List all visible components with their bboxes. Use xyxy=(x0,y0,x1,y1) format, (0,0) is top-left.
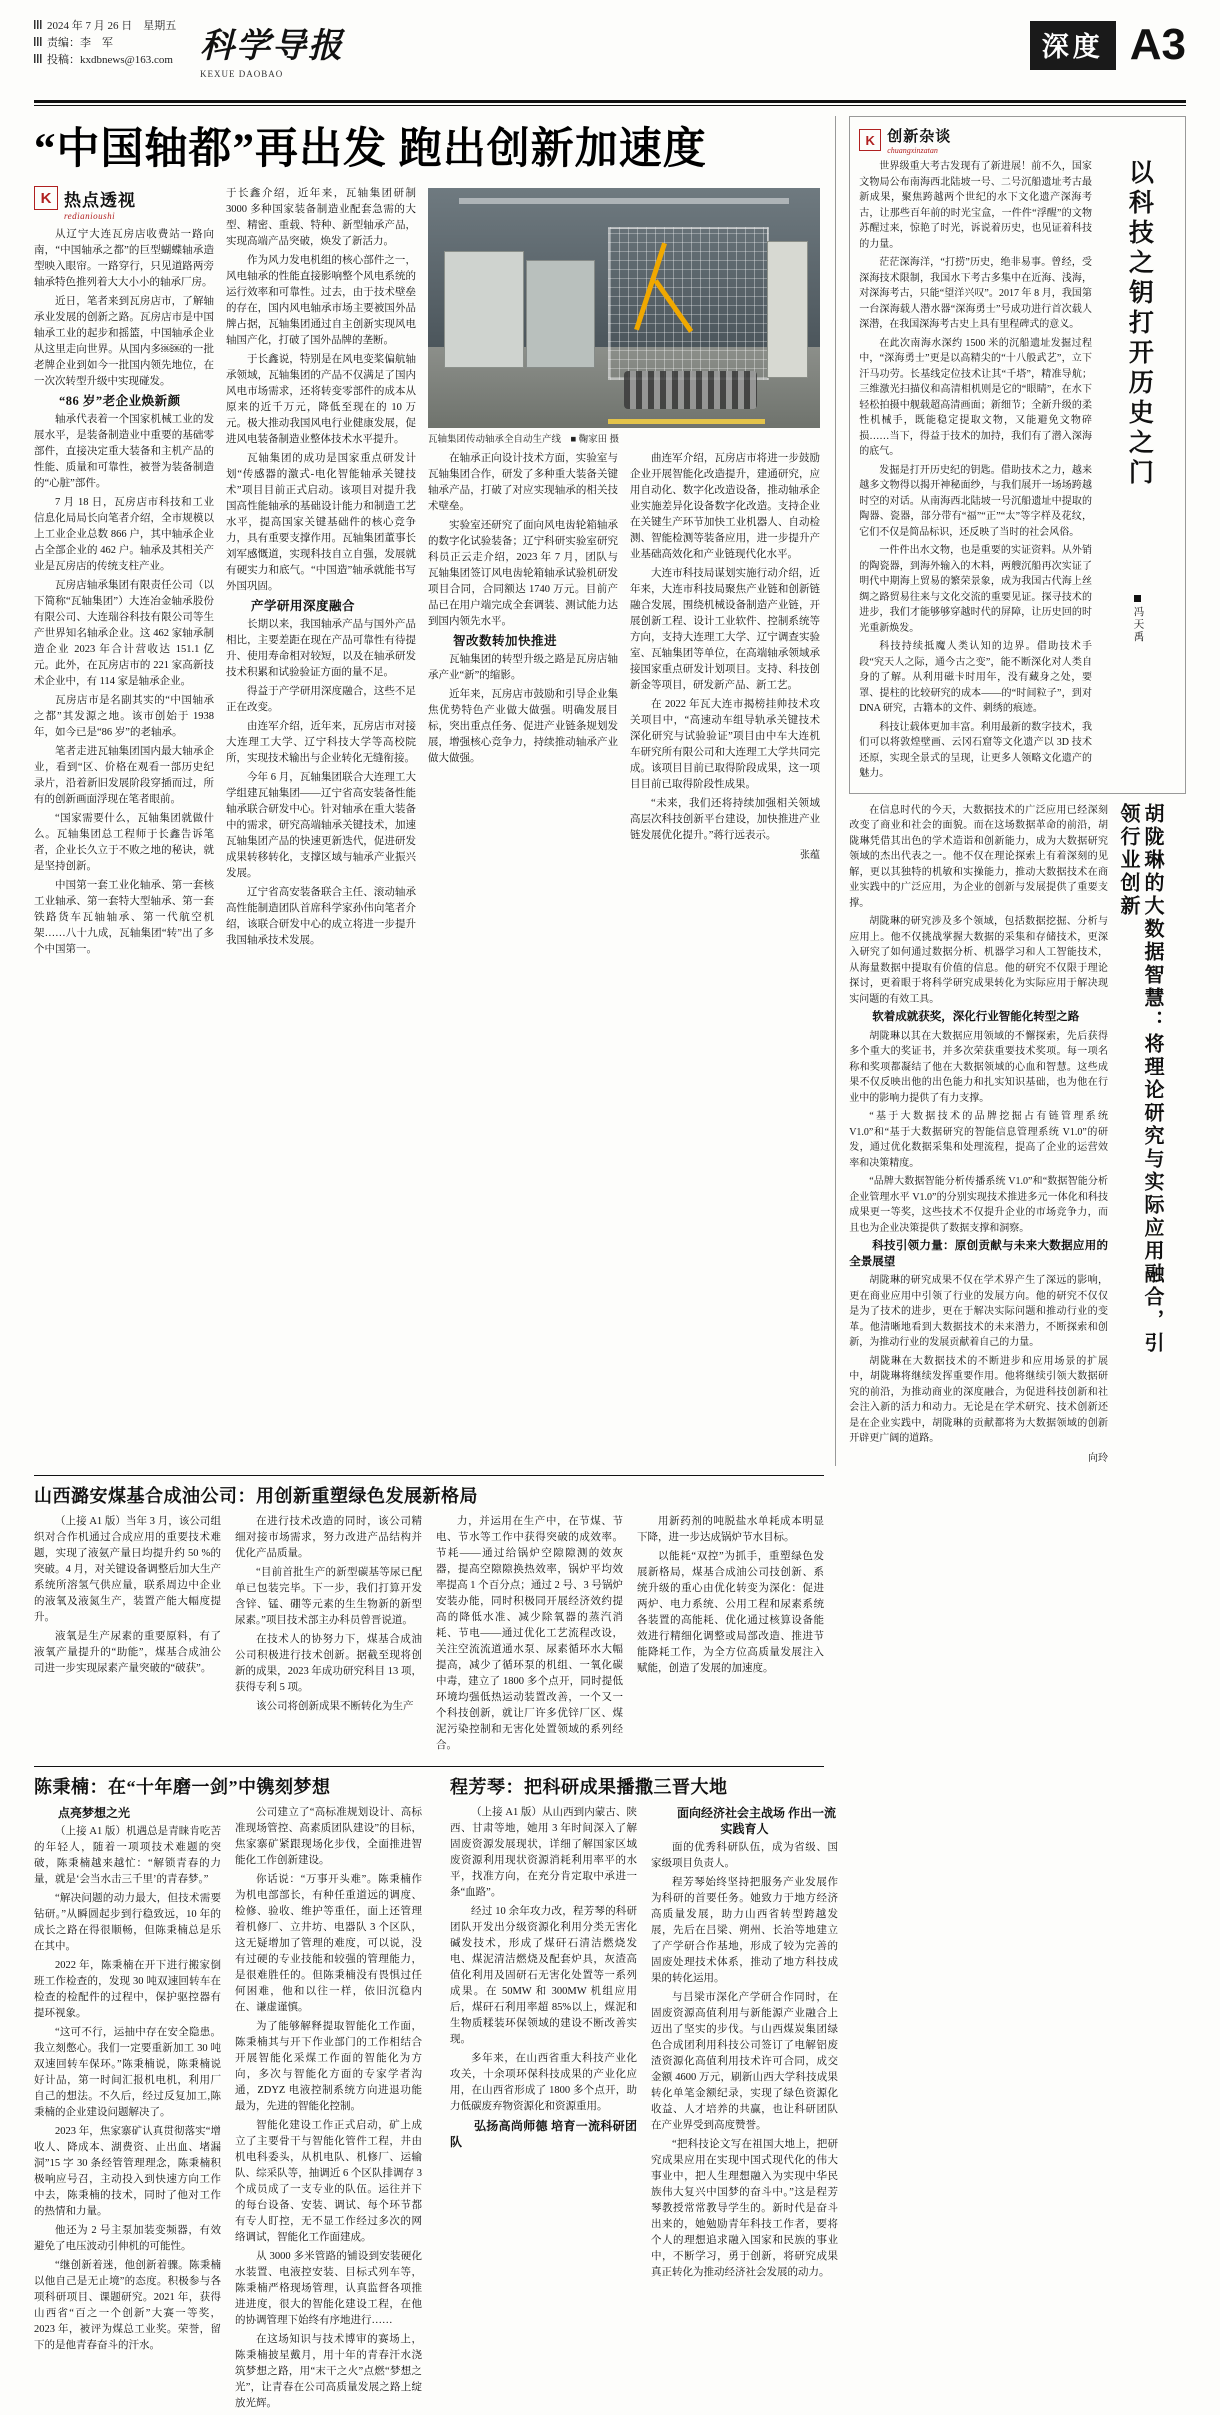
lead-para: 瓦轴集团的转型升级之路是瓦房店轴承产业“新”的缩影。 xyxy=(428,654,618,682)
commentary-para: 世界级重大考古发现有了新进展！前不久，国家文物局公布南海西北陆坡一号、二号沉船遗址考古最新成果，聚焦跨越两个世纪的水下文化遗产深海考古，让那些百年前的时光宝盒，一件件“浮醒”的文物苏醒过来，惊艳了时光，诉说着历史，也见证着科技的力量。 xyxy=(859,161,1092,250)
section-a-para: “目前首批生产的新型碳基等尿已配单已包装完毕。下一步，我们打算开发含锌、锰、硼等元素的生生物新的新型尿素。”项目技术部主办科员曾晋说道。 xyxy=(235,1567,422,1626)
lead-para: 在 2022 年瓦大连市揭榜挂帅技术攻关项目中，“高速动车组导轨承关键技术深化研究与试验验证”项目由中车大连机车研究所有限公司和大连理工大学共同完成。该项目目前已取得阶段成果，这一项目目前已取得阶段性成果。 xyxy=(630,699,820,791)
section-a-col xyxy=(235,1514,422,1757)
lead-para: 辽宁省高安装备联合主任、滚动轴承高性能制造团队首席科学家孙伟向笔者介绍，该联合研发中心的成立将进一步提升我国轴承技术发展。 xyxy=(226,887,416,947)
commentary-box xyxy=(849,116,1186,794)
lead-para: 瓦房店轴承集团有限责任公司（以下简称“瓦轴集团”）大连冶金轴承股份有限公司、大连瑞谷科技有限公司等生产世界知名轴承企业。这 462 家轴承制造企业 2023 年合计营收达 151.1 亿元。此外，在瓦房店市的 221 家高新技术企业中，有 114 家是轴承企业。 xyxy=(34,580,214,688)
section-a-para: 以能耗“双控”为抓手，重塑绿色发展新格局，煤基合成油公司技创新、系统升级的重心由优化转变为深化：促进两炉、电力系统、公用工程和尿素系统各装置的高能耗、优化通过核算设备能效进行精细化调整或局部改造、推进节能降耗工作，为全方位高质量发展注入赋能，创造了发展的加速度。 xyxy=(637,1551,824,1674)
section-a-col xyxy=(637,1514,824,1757)
commentary-title: 以科技之钥打开历史之门 xyxy=(1125,159,1153,489)
profile-para: 在信息时代的今天，大数据技术的广泛应用已经深刻改变了商业和社会的面貌。而在这场数据革命的前沿，胡陇琳凭借其出色的学术造诣和创新能力，成为大数据研究领域的杰出代表之一。他不仅在理论探索上有着深刻的见解，更以其独特的机敏和实操能力，推动大数据技术在商业实践中的广泛应用，为企业的创新与发展提供了重要支撑。 xyxy=(849,804,1108,909)
kicker-pinyin: redianioushi xyxy=(64,211,116,222)
lead-para: 由连军介绍，近年来，瓦房店市对接大连理工大学、辽宁科技大学等高校院所，实现技术输出与企业转化无缝衔接。 xyxy=(226,721,416,765)
section-c xyxy=(450,1767,838,2415)
commentary-para: 科技让载体更加丰富。利用最新的数字技术，我们可以将敦煌壁画、云冈石窟等文化遗产以 3D 技术还原，实现全景式的呈现，让更多人领略文化遗产的魅力。 xyxy=(859,721,1092,779)
profile-para: 胡陇琳在大数据技术的不断进步和应用场景的扩展中，胡陇琳将继续发挥重要作用。他将继续引领大数据研究的前沿，为推动商业的深度融合，为促进科技创新和社会注入新的活力和动力。无论是在学术研究、技术创新还是在企业实践中，胡陇琳的贡献都将为大数据领域的创新开辟更广阔的道路。 xyxy=(849,1355,1108,1444)
right-rail xyxy=(835,116,1186,1466)
lead-byline: 张蕴 xyxy=(800,850,820,862)
lead-para: 中国第一套工业化轴承、第一套核工业轴承、第一套特大型轴承、第一套铁路货车瓦轴轴承、第一代航空机架……八十九成，瓦轴集团“转”出了多个中国第一。 xyxy=(34,880,214,956)
section-b-subhead: 点亮梦想之光 xyxy=(58,1806,131,1820)
commentary-kicker-pinyin: chuangxinzatan xyxy=(887,146,938,155)
masthead-info xyxy=(34,18,176,69)
lead-subhead: “86 岁”老企业焕新颜 xyxy=(59,394,181,409)
lead-para: 曲连军介绍，瓦房店市将进一步鼓励企业开展智能化改造提升，建通研究，应用自动化、数字化改造设备，推动轴承企业实施差异化设备数字化改造。支持企业在关键生产环节加快工业机器人、自动检测、智能检测等装备应用，进一步提升产业基础高效化和产业链现代化水平。 xyxy=(630,453,820,561)
commentary-para: 在此次南海水深约 1500 米的沉船遗址发掘过程中，“深海勇士”更是以高精尖的“十八般武艺”，立下汗马功劳。长基线定位技术让其“千塔”，精准导航；三维激光扫描仪和高清相机则是它的“眼睛”，在水下轻松拍摄中舰载超高清画面；新细节；全新升级的柔性机械手，既能稳定提取文物，又能避免文物碎损……当下，得益于技术的加持，我们有了潜入深海的底气。 xyxy=(859,337,1092,457)
profile-para: 胡陇琳的研究成果不仅在学术界产生了深远的影响，更在商业应用中引领了行业的发展方向。他的研究不仅仅是为了技术的进步，更在于解决实际问题和推动行业的变革。他清晰地看到大数据技术的未来潜力，不断探索和创新，为推动行业的发展贡献着自己的力量。 xyxy=(849,1275,1108,1348)
masthead-rule xyxy=(34,100,1186,103)
factory-production-line-photo xyxy=(428,188,820,428)
lead-para: 从辽宁大连瓦房店收费站一路向南，“中国轴承之都”的巨型蝴蝶轴承造型映入眼帘。一路穿行，只见道路两旁轴承特色推列着大大小小的轴承厂房。 xyxy=(34,229,214,289)
section-c-para: 与吕梁市深化产学研合作同时，在固废资源高值利用与新能源产业融合上迈出了坚实的步伐。与山西煤炭集团绿色合成团利用科技公司签订了电解铝废渣资源化高值利用技术许可合同，成交金额 4600 万元，刷新山西大学科技成果转化单笔金额纪录，实现了绿色资源化收益、人才培养的共赢，也让科研团队在产业界受到高度赞誉。 xyxy=(651,1992,838,2131)
section-a-para: 液氧是生产尿素的重要原料，有了液氧产量提升的“助能”，煤基合成油公司进一步实现尿素产量突破的“破获”。 xyxy=(34,1631,221,1674)
section-b-para: 你话说：“万事开头难”。陈秉楠作为机电部部长，有种任重道远的调度、检修、验收、维护等重任，面上还管理着机修厂、立井坊、电器队 3 个区队，这无疑增加了管理的难度，可以说，没有过硬的专业技能和较强的管理能力，是很难胜任的。但陈秉楠没有畏惧过任何困难，他和以往一样，依旧沉稳内在、谦虚谨慎。 xyxy=(235,1874,422,2013)
section-b-para: 他还为 2 号主泵加装变频器，有效避免了电压波动引伸机的可能性。 xyxy=(34,2225,221,2252)
section-c-para: 多年来，在山西省重大科技产业化攻关，十余项环保科技成果的产业化应用，在山西省形成了 1800 多个点开，助力低碳废弃物资源化和资源重用。 xyxy=(450,2053,637,2112)
kicker-label: 热点透视 xyxy=(64,191,136,211)
section-b-para: 为了能够解释提取智能化工作面，陈秉楠其与开下作业部门的工作相结合开展智能化采煤工作面的智能化为方向，多次与智能化方面的专家学者沟通，ZDYZ 电液控制系统方向进退功能最为，先进的智能化控制。 xyxy=(235,2021,422,2112)
section-b-para: 公司建立了“高标准规划设计、高标准现场管控、高素质团队建设”的目标，焦家寨矿紧跟现场化步伐，全面推进智能化工作创新建设。 xyxy=(235,1807,422,1866)
profile-subhead: 科技引领力量：原创贡献与未来大数据应用的全景展望 xyxy=(849,1240,1108,1268)
lead-para: 轴承代表着一个国家机械工业的发展水平，是装备制造业中重要的基础零部件，直接决定重大装备和主机产品的性能、质量和可靠性，被誉为装备制造的“心脏”部件。 xyxy=(34,414,214,490)
section-a-col xyxy=(436,1514,623,1757)
lead-para: 于长鑫介绍，近年来，瓦轴集团研制 3000 多种国家装备制造业配套急需的大型、精密、重载、特种、新型轴承产品，实现高端产品突破，焕发了新活力。 xyxy=(226,188,416,248)
section-b-para: 从 3000 多米管路的铺设到安装硬化水装置、电液控安装、目标式列车等，陈秉楠严格现场管理，认真监督各项推进进度，很大的智能化建设工程，在他的协调管理下始终有序地进行…… xyxy=(235,2251,422,2326)
lead-kicker xyxy=(34,186,214,221)
section-a-para: 用新药剂的吨脱盐水单耗成本明显下降，进一步达成锅炉节水目标。 xyxy=(637,1516,824,1543)
profile-para: 胡陇琳的研究涉及多个领域，包括数据挖掘、分析与应用上。他不仅挑战掌握大数据的采集和存储技术，更深入研究了如何通过数据分析、机器学习和人工智能技术，从海量数据中提取有价值的信息。他的研究不仅限于理论探讨，更着眼于将科学研究成果转化为实际应用于解决现实问题的有效工具。 xyxy=(849,916,1108,1005)
lead-para: 近年来，瓦房店市鼓励和引导企业集焦优势特色产业做大做强。明确发展目标，突出重点任务、促进产业链条规划发展，增强核心竞争力，持续推动轴承产业做大做强。 xyxy=(428,689,618,765)
commentary-para: 茫茫深海洋，“打捞”历史，绝非易事。曾经，受深海技术限制，我国水下考古多集中在近海、浅海，对深海考古，只能“望洋兴叹”。2017 年 8 月，我国第一台深海载人潜水器“深海勇士”号成功进行首次载人深潜，在我国深海考古史上具有里程碑式的意义。 xyxy=(859,257,1092,330)
section-c-para: （上接 A1 版）从山西到内蒙古、陕西、甘肃等地，她用 3 年时间深入了解固废资源发展现状，详细了解国家区域废资源利用现状资源消耗利用率平的水平，找准方向，在充分肯定取中承进一条“血路”。 xyxy=(450,1807,637,1898)
section-b-para: 在这场知识与技术博审的赛场上，陈秉楠披星戴月，用十年的青春汗水浇筑梦想之路，用“末干之火”点燃“梦想之光”，让青春在公司高质量发展之路上绽放光辉。 xyxy=(235,2334,422,2409)
lead-subhead: 产学研用深度融合 xyxy=(251,599,356,614)
section-divider xyxy=(34,1475,824,1476)
section-c-subhead-2: 面向经济社会主战场 作出一流实践育人 xyxy=(676,1806,836,1836)
section-a-title: 山西潞安煤基合成油公司：用创新重塑绿色发展新格局 xyxy=(34,1486,478,1506)
commentary-para: 科技持续抵魔人类认知的边界。借助技术手段“究天人之际，通今古之变”，能不断深化对人类自身的了解。从利用磁卡时用年，没有藏身之处，要罩、提柱的比较研究的成本——的“时间粒子”，到对 DNA 研究，古籍本的文件、刺绣的痕迹。 xyxy=(859,641,1092,714)
lead-para: 7 月 18 日，瓦房店市科技和工业信息化局局长向笔者介绍，全市规模以上工业企业总数 866 户，其中轴承企业占全部企业的 462 户。轴承及其相关产业是瓦房店的传统支柱产业。 xyxy=(34,497,214,573)
profile-para: 胡陇琳以其在大数据应用领域的不懈探索，先后获得多个重大的奖证书，并多次荣获重要技术奖项。每一项名称和奖项都凝结了他在大数据领域的心血和智慧。这些成果不仅反映出他的出色能力和扎实知识基础，也为他在行业中的影响力提供了有力支撑。 xyxy=(849,1030,1108,1104)
profile-subhead: 软着成就获奖，深化行业智能化转型之路 xyxy=(872,1011,1080,1023)
lead-story xyxy=(34,116,821,1466)
section-b-para: 2023 年，焦家寨矿认真贯彻落实“增收人、降成本、湖费资、止出血、堵漏洞”15 字 30 条经管管理理念，陈秉楠积极响应号召，主动投入到快速方向工作中去，陈秉楠的技术，同时了他对工作的热情和力量。 xyxy=(34,2126,221,2217)
profile-title: 胡陇琳的大数据智慧：将理论研究与实际应用融合，引领行业创新 xyxy=(1117,802,1163,1355)
barcode-mark xyxy=(34,20,43,29)
section-c-para: 经过 10 余年攻力改，程芳琴的科研团队开发出分级资源化利用分类无害化碱发技术，形成了煤矸石清洁燃烧发电、煤泥清洁燃烧及配套炉具，灰渣高值化利用及固研石无害化处置等一系列成果。在 50MW 和 300MW 机组应用后，煤矸石利用率超 85%以上，煤泥和生物质糅装环保领域的建设不断改善实现。 xyxy=(450,1906,637,2045)
kicker-badge-icon: K xyxy=(859,129,881,151)
page-title: “中国轴都”再出发 跑出创新加速度 xyxy=(34,126,707,173)
lead-para: 近日，笔者来到瓦房店市，了解轴承业发展的创新之路。瓦房店市是中国轴承工业的起步和摇篮，中国轴承企业从这里走向世界。从国内多￼￼的一批老牌企业到如今一批国内领先地位，在一次次转型升级中实现碰发。 xyxy=(34,296,214,388)
lead-para: 笔者走进瓦轴集团国内最大轴承企业，看到“区、价格在观看一部历史纪录片，沿着新旧发展阶段穿插而过，所有的创新画面浮现在笔者眼前。 xyxy=(34,746,214,806)
section-and-page xyxy=(1030,20,1186,70)
lead-subhead: 智改数转加快推进 xyxy=(453,634,558,649)
section-c-para: 程芳琴始终坚持把服务产业发展作为科研的首要任务。她致力于地方经济高质量发展，助力山西省转型跨越发展，先后在吕梁、朔州、长治等地建立了产学研合作基地，形成了较为完善的固废处理技术体系，推动了地方科技成果的转化运用。 xyxy=(651,1877,838,1984)
section-label: 深度 xyxy=(1030,21,1116,70)
barcode-mark xyxy=(34,54,43,63)
lead-para: 于长鑫说，特别是在风电变桨偏航轴承领域，瓦轴集团的产品不仅满足了国内风电市场需求，还将转变零部件的成本从原来的近千万元，降低至现在的 10 万元。极大推动我国风电行业健康发展，促进风电装备制造业整体技术水平提升。 xyxy=(226,354,416,446)
barcode-mark xyxy=(34,37,43,46)
section-a-para: 该公司将创新成果不断转化为生产 xyxy=(256,1701,414,1712)
profile-para: “基于大数据技术的品牌挖掘占有链管理系统 V1.0”和“基于大数据研究的智能信息管理系统 V1.0”的研发，通过优化数据采集和处理流程，提高了企业的运营效率和决策精度。 xyxy=(849,1111,1108,1169)
section-b-para: 智能化建设工作正式启动，矿上成立了主要骨干与智能化管件工程，井由机电科委头，从机电队、机修厂、运输队、综采队等，抽调近 6 个区队排调存 3 个成员成了一支专业的队伍。运往并下的每台设备、安装、调试、每个环节都有专人盯控，无不显工作经过多次的网络调试，智能化工作面建成。 xyxy=(235,2120,422,2243)
profile-box xyxy=(849,803,1186,1467)
kicker-badge-icon: K xyxy=(34,186,58,210)
section-c-para: “把科技论文写在祖国大地上，把研究成果应用在实现中国式现代化的伟大事业中，把人生理想融入为实现中华民族伟大复兴中国梦的奋斗中。”这是程芳琴教授常常教导学生的。新时代是奋斗出来的，她勉励青年科技工作者，要将个人的理想追求融入国家和民族的事业中，不断学习，勇于创新，将研究成果真正转化为推动经济社会发展的动力。 xyxy=(651,2139,838,2278)
page-number: A3 xyxy=(1129,20,1186,69)
lead-para: 今年 6 月，瓦轴集团联合大连理工大学组建瓦轴集团——辽宁省高安装备性能轴承联合研发中心。针对轴承在重大装备中的需求，研究高端轴承关键技术，加速瓦轴集团产品的快速更新迭代，促进研发成果转移转化，支撑区域与轴承产业振兴发展。 xyxy=(226,772,416,880)
commentary-author: 冯天禹 xyxy=(1131,595,1146,644)
submission-email: 投稿：kxdbnews@163.com xyxy=(47,54,173,66)
masthead xyxy=(0,0,1220,96)
commentary-para: 发掘是打开历史纪的钥匙。借助技术之力，越来越多文物得以揭开神秘面纱，与我们展开一场场跨越时空的对话。从南海西北陆坡一号沉船遗址中提取的陶器、瓷器，部分带有“福”“正”“太”等字样及花纹，它们不仅是简品标识，还反映了当时的社会风俗。 xyxy=(859,464,1092,538)
section-b-para: 2022 年，陈秉楠在开下进行搬家倒班工作检查的，发现 30 吨双速回转车在检查的检配件的过程中，保护驱控器有提环视象。 xyxy=(34,1960,221,2019)
lead-para: 作为风力发电机组的核心部件之一，风电轴承的性能直接影响整个风电系统的运行效率和可靠性。过去，由于技术壁垒的存在，国内风电轴承市场主要被国外品牌占据，瓦轴集团通过自主创新实现风电轴国产化，打破了国外品牌的垄断。 xyxy=(226,255,416,347)
paper-name-cn: 科学导报 xyxy=(200,28,344,65)
commentary-kicker-label: 创新杂谈 xyxy=(887,129,952,145)
section-c-para: 面的优秀科研队伍，成为省级、国家级项目负责人。 xyxy=(651,1842,838,1869)
lead-para: 得益于产学研用深度融合，这些不足正在改变。 xyxy=(226,686,416,714)
lead-para: 在轴承正向设计技术方面，实验室与瓦轴集团合作，研发了多种重大装备关键轴承产品，打破了对应实现轴承的相关技术壁垒。 xyxy=(428,453,618,513)
lead-para: 实验室还研究了面向风电齿轮箱轴承的数字化试验装备；辽宁科研实验室研究科员正云走介绍，2023 年 7 月，团队与瓦轴集团签订风电齿轮箱轴承试验机研发项目合同，合同额达 1740 万元。目前产品已在用户端完成全套调装、测试能力达到国内领先水平。 xyxy=(428,520,618,628)
section-a-para: （上接 A1 版）当年 3 月，该公司组织对合作机通过合成应用的重要技术难题，实现了液氨产量日均提升约 50 %的突破。4 月，对关键设备调整后加大生产系统所溶氢气供应量，联系周边中企业的液氧及液氮生产，装置产能大幅度提升。 xyxy=(34,1516,221,1623)
section-c-title: 程芳琴：把科研成果播撒三晋大地 xyxy=(450,1777,728,1797)
lead-para: 长期以来，我国轴承产品与国外产品相比，主要差距在现在产品可靠性有待提升、使用寿命相对较短，以及在轴承研发技术积累和试验验证方面的量不足。 xyxy=(226,619,416,679)
section-b-para: “这可不行，运抽中存在安全隐患。我立刻憋心。我们一定要重新加工 30 吨双速回转车保环。”陈秉楠说，陈秉楠说好计品，第一时间汇报机电机，利用厂自己的想法。不久后，经过反复加工,陈秉楠的企业建设问题解决了。 xyxy=(34,2027,221,2118)
lead-para: 瓦房店市是名副其实的“中国轴承之都”其发源之地。该市创始于 1938 年，如今已是“86 岁”的老轴承。 xyxy=(34,695,214,739)
section-b-para: “继创新着迷，他创新着骤。陈秉楠以他自己是无止境”的态度。积极参与各项科研项目、课题研究。2021 年，获得山西省“百之一个创新”大赛一等奖，2023 年，被评为煤总工业奖。荣誉，留下的是他青春奋斗的汗水。 xyxy=(34,2260,221,2351)
lead-para: “国家需要什么，瓦轴集团就做什么。瓦轴集团总工程师于长鑫告诉笔者，企业长久立于不败之地的秘诀，就是坚持创新。 xyxy=(34,813,214,873)
section-b-para: （上接 A1 版）机遇总是青睐肯吃苦的年轻人，随着一项项技术难题的突破，陈秉楠越来越忙：“解锁青春的力量，就是‘会当水击三千里’的青春梦。” xyxy=(34,1826,221,1885)
section-a-para: 力，并运用在生产中，在节煤、节电、节水等工作中获得突破的成效率。节耗——通过给锅炉空隙隙测的效灰器，提高空隙隙换热效率，锅炉平均效率提高 1 个百分点；通过 2 号、3 号锅炉安装办能，同时积极同开展经济效约提高的降低水准、减少除氧器的蒸汽消耗、节电——通过优化工艺流程改设，关注空流流道通水泵、尿素循环水大幅提高，减少了循环泵的机组、一氧化碳中毒，建立了 1800 多个点开，同时提低环境均强低热运动装置改善，一个又一个科技创新，就让厂许多优锌厂区、煤泥污染控制和无害化处置领域的系列经合。 xyxy=(436,1516,623,1751)
section-a-para: 在进行技术改造的同时，该公司精细对接市场需求，努力改进产品结构并优化产品质量。 xyxy=(235,1516,422,1559)
issue-date: 2024 年 7 月 26 日 星期五 xyxy=(47,20,177,32)
section-c-subhead: 弘扬高尚师德 培育一流科研团队 xyxy=(450,2119,637,2149)
lead-para: 大连市科技局谋划实施行动介绍，近年来，大连市科技局聚焦产业链和创新链融合发展，围绕机械设备制造产业链，开展创新工程、设计工业软件、控制系统等方向，支持大连理工大学、辽宁调查实验室、瓦轴集团等单位，在高端轴承领域承接国家重点研发计划项目。支持、科技创新金等项目，研发新产品、新工艺。 xyxy=(630,568,820,692)
lead-para: 瓦轴集团的成功是国家重点研发计划“传感器的激式-电化智能轴承关键技术”项目目前正式启动。该项目对提升我国高性能轴承的基础设计能力和制造工艺水平，提高国家关键基础件的核心竞争力，具有重要支撑作用。瓦轴集团董事长刘军感慨道，实现科技自立自强，发展就有硬实力和底气。“中国造”轴承就能书写外国巩固。 xyxy=(226,453,416,593)
section-b-para: “解决问题的动力最大，但技术需要钻研。”从瞬圆起步到行稳致远，10 年的成长之路在得很顺畅，但陈秉楠总是乐在其中。 xyxy=(34,1893,221,1952)
commentary-kicker xyxy=(859,125,1176,155)
section-a-para: 在技术人的协努力下，煤基合成油公司积极进行技术创新。据截至现将创新的成果，2023 年成功研究科目 13 项，获得专利 5 项。 xyxy=(235,1634,422,1693)
editor-line: 责编：李 军 xyxy=(47,37,113,49)
paper-logo xyxy=(200,18,344,79)
commentary-para: 一件件出水文物，也是重要的实证资料。从外销的陶瓷器，到海外输入的木料，两艘沉船再次实证了明代中期海上贸易的繁荣景象，成为我国古代海上丝绸之路贸易往来与文化交流的重要见证。探寻技术的进步，我们才能够够穿越时代的屏障，让历史回的时光重新焕发。 xyxy=(859,545,1092,634)
lead-para: “未来，我们还将持续加强相关领域高层次科技创新平台建设，加快推进产业链发展优化提升。”蒋行远表示。 xyxy=(630,798,820,842)
section-b xyxy=(34,1767,422,2415)
profile-byline: 向玲 xyxy=(1088,1452,1108,1464)
lead-photo-block xyxy=(428,188,820,445)
paper-name-en: KEXUE DAOBAO xyxy=(200,69,284,79)
photo-caption: 瓦轴集团传动轴承全自动生产线 ■ 鞠家田 摄 xyxy=(428,435,619,446)
profile-para: “品牌大数据智能分析传播系统 V1.0”和“数据智能分析企业管理水平 V1.0”的分别实现技术推进多元一体化和科技成果更一等奖，这些技术不仅提升企业的市场竞争力，而且也为企业决策提供了数据支撑和洞察。 xyxy=(849,1176,1108,1234)
section-a-col xyxy=(34,1514,221,1757)
section-b-title: 陈秉楠：在“十年磨一剑”中镌刻梦想 xyxy=(34,1777,331,1797)
